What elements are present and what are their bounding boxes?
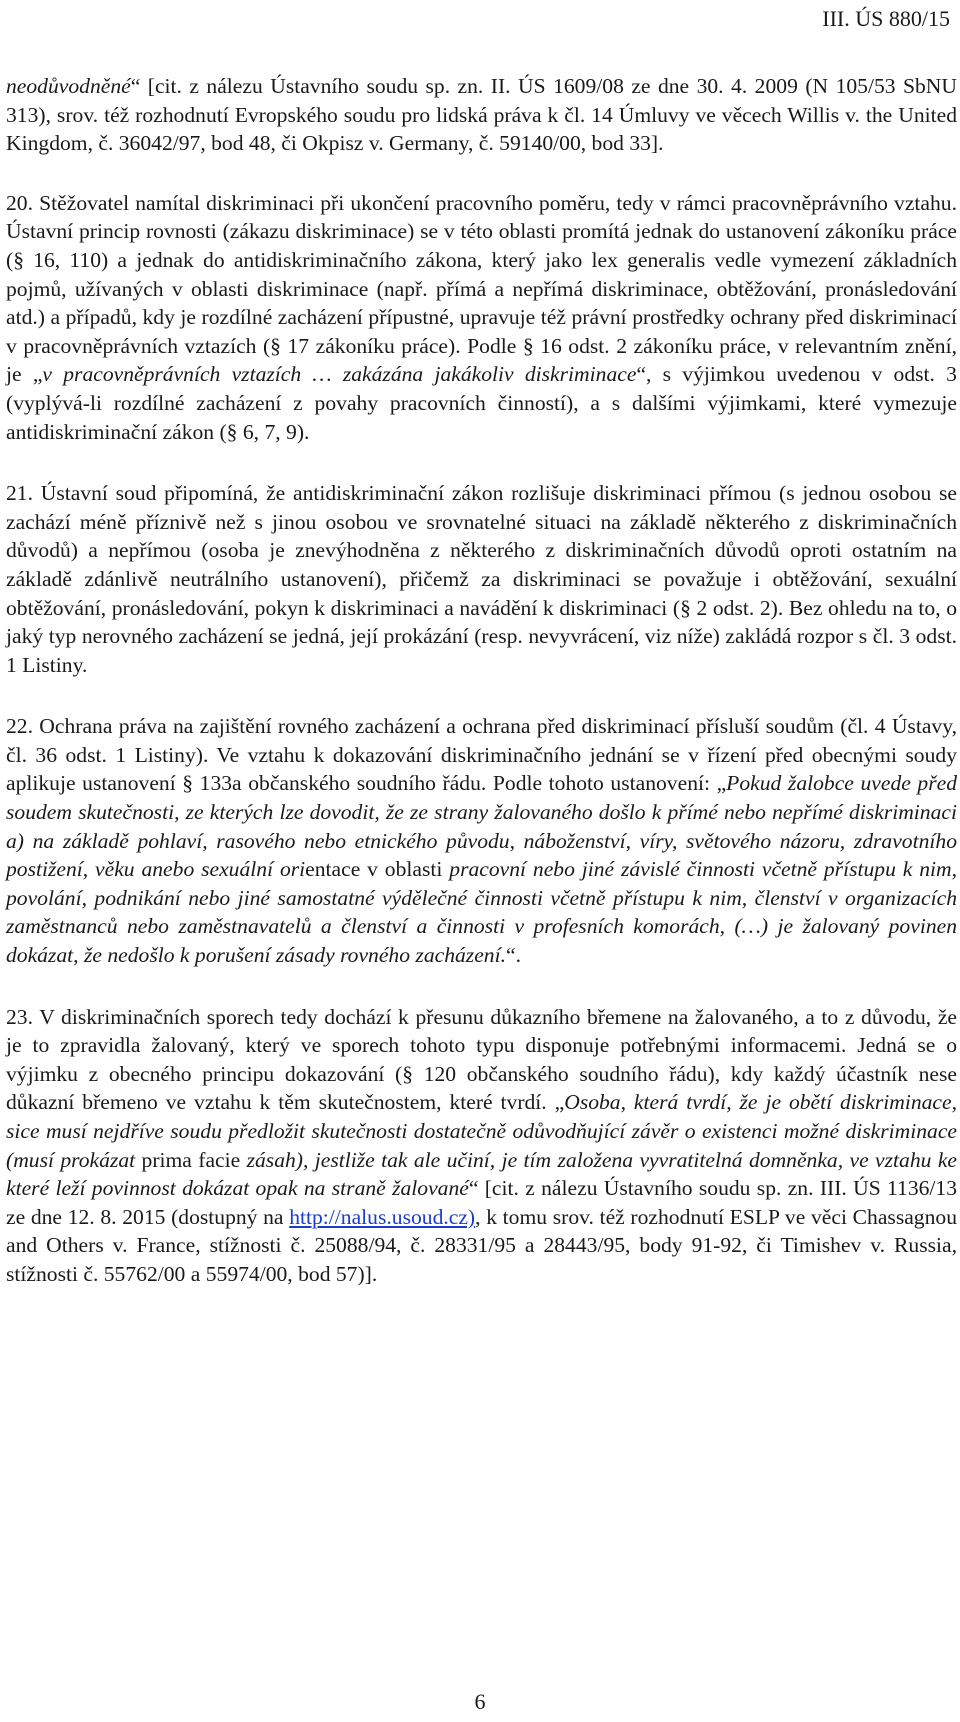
page-number: 6 (474, 1689, 486, 1714)
paragraph-text: “, s výjimkou uvedenou v odst. 3 (vyplývá-li rozdílné zacházení z povahy pracovních činností), a s dalšími výjimkami, které vymezuje antidiskriminační zákon (§ 6, 7, 9). (6, 362, 957, 444)
document-body (6, 72, 957, 1289)
quote-italic: Osoba, která tvrdí, že je obětí diskriminace, sice musí nejdříve soudu předložit skutečnosti dostatečně odůvodňující závěr o existenci možné diskriminace (musí prokázat (6, 1090, 957, 1172)
paragraph-20 (6, 189, 957, 446)
citation-text: “ [cit. z nálezu Ústavního soudu sp. zn. II. ÚS 1609/08 ze dne 30. 4. 2009 (N 105/53 SbNU 313), srov. též rozhodnutí Evropského soudu pro lidská práva k čl. 14 Úmluvy ve věcech Willis v. the United Kingdom, č. 36042/97, bod 48, či Okpisz v. Germany, č. 59140/00, bod 33]. (6, 74, 957, 156)
paragraph-text: 20. Stěžovatel namítal diskriminaci při ukončení pracovního poměru, tedy v rámci pracovněprávního vztahu. Ústavní princip rovnosti (zákazu diskriminace) se v této oblasti promítá jednak do ustanovení zákoníku práce (§ 16, 110) a jednak do antidiskriminačního zákona, který jako lex generalis vedle vymezení základních pojmů, užívaných v oblasti diskriminace (např. přímá a nepřímá diskriminace, obtěžování, pronásledování atd.) a případů, kdy je rozdílné zacházení přípustné, upravuje též právní prostředky ochrany před diskriminací v pracovněprávních vztazích (§ 17 zákoníku práce). Podle § 16 odst. 2 zákoníku práce, v relevantním znění, je „ (6, 190, 957, 387)
paragraph-text: “ [cit. z nálezu Ústavního soudu sp. zn. III. ÚS 1136/13 ze dne 12. 8. 2015 (dostupný na (6, 1176, 958, 1229)
quote-italic: zásah), jestliže tak ale učiní, je tím založena vyvratitelná domněnka, ve vztahu ke které leží povinnost dokázat opak na straně žalované (6, 1147, 957, 1201)
paragraph-22 (6, 712, 957, 969)
quote-italic: v pracovněprávních vztazích … zakázána jakákoliv diskriminace (42, 362, 637, 387)
quote-italic: pracovní nebo jiné závislé činnosti včetně přístupu k nim, povolání, podnikání nebo jiné samostatné výdělečné činnosti včetně přístupu k nim, členství v organizacích zaměstnanců nebo zaměstnavatelů a členství a činnosti v profesních komorách, (…) je žalovaný povinen dokázat, že nedošlo k porušení zásady rovného zacházení. (6, 857, 957, 968)
paragraph-text: entace v oblasti (305, 857, 450, 882)
paragraph-text: “. (506, 943, 521, 968)
paragraph-text: , k tomu srov. též rozhodnutí ESLP ve věci Chassagnou and Others v. France, stížnosti č. 25088/94, č. 28331/95 a 28443/95, body 91-92, či Timishev v. Russia, stížnosti č. 55762/00 a 55974/00, bod 57)]. (6, 1204, 957, 1286)
case-reference: III. ÚS 880/15 (822, 6, 950, 31)
paragraph-text: 21. Ústavní soud připomíná, že antidiskriminační zákon rozlišuje diskriminaci přímou (s jednou osobou se zachází méně příznivě než s jinou osobou ve srovnatelné situaci na základě některého z diskriminačních důvodů) a nepřímou (osoba je znevýhodněna z některého z diskriminačních důvodů oproti ostatním na základě zdánlivě neutrálního ustanovení), přičemž za diskriminaci se považuje i obtěžování, sexuální obtěžování, pronásledování, pokyn k diskriminaci a navádění k diskriminaci (§ 2 odst. 2). Bez ohledu na to, o jaký typ nerovného zacházení se jedná, její prokázání (resp. nevyvrácení, viz níže) zakládá rozpor s čl. 3 odst. 1 Listiny. (6, 481, 957, 677)
paragraph-intro (6, 72, 957, 158)
quote-end-italic: neodůvodněné (6, 74, 131, 98)
paragraph-text: 22. Ochrana práva na zajištění rovného zacházení a ochrana před diskriminací přísluší soudům (čl. 4 Ústavy, čl. 36 odst. 1 Listiny). Ve vztahu k dokazování diskriminačního jednání se v řízení před obecnými soudy aplikuje ustanovení § 133a občanského soudního řádu. Podle tohoto ustanovení: „ (6, 714, 957, 796)
paragraph-21 (6, 479, 957, 679)
paragraph-23 (6, 1003, 957, 1289)
paragraph-text: prima facie (135, 1147, 247, 1172)
paragraph-text: 23. V diskriminačních sporech tedy dochází k přesunu důkazního břemene na žalovaného, a to z důvodu, že je to zpravidla žalovaný, který ve sporech tohoto typu disponuje potřebnými informacemi. Jedná se o výjimku z obecného principu dokazování (§ 120 občanského soudního řádu), kdy každý účastník nese důkazní břemeno ve vztahu k těm skutečnostem, které tvrdí. „ (6, 1004, 957, 1115)
quote-italic: Pokud žalobce uvede před soudem skutečnosti, ze kterých lze dovodit, že ze strany žalovaného došlo k přímé nebo nepřímé diskriminaci a) na základě pohlaví, rasového nebo etnického původu, náboženství, víry, světového názoru, zdravotního postižení, věku anebo sexuální ori (6, 771, 957, 882)
nalus-link[interactable]: http://nalus.usoud.cz) (289, 1204, 476, 1229)
